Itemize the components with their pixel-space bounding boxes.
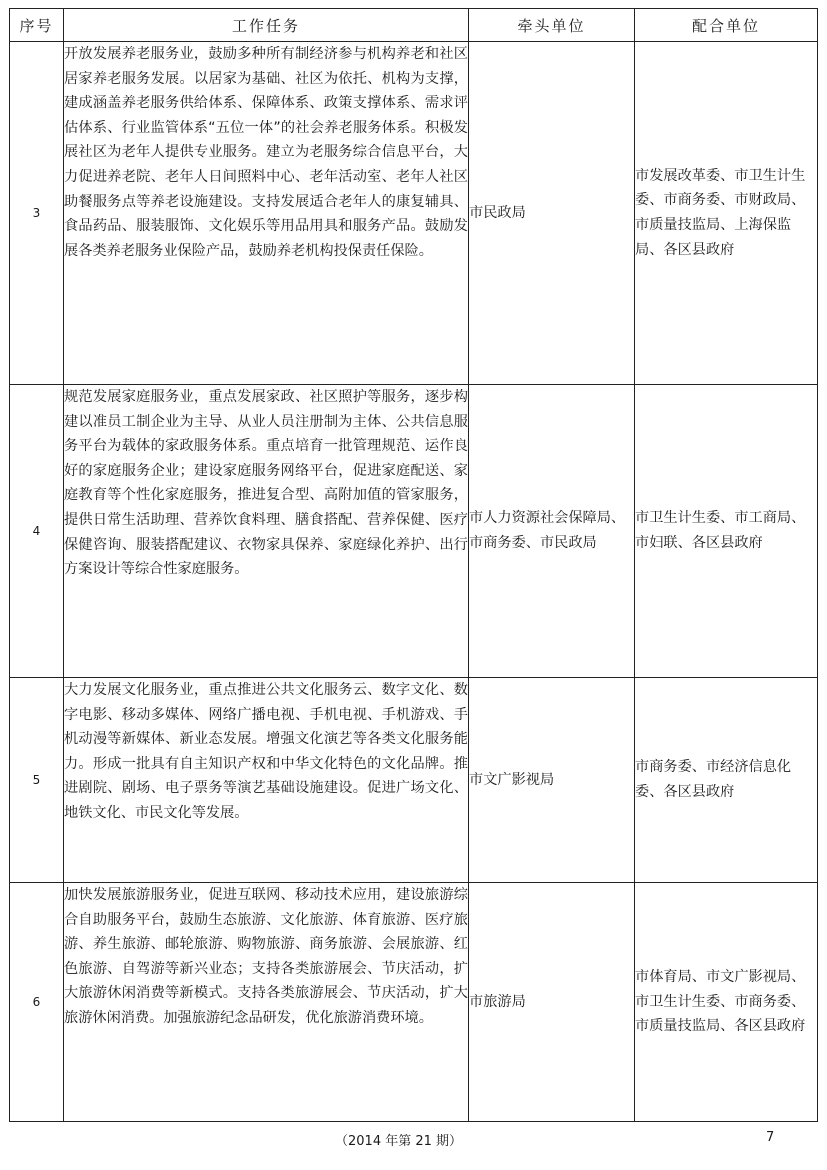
row-work-task: 加快发展旅游服务业，促进互联网、移动技术应用，建设旅游综合自助服务平台，鼓励生态旅游、文化旅游、体育旅游、医疗旅游、养生旅游、邮轮旅游、购物旅游、商务旅游、会展旅游、红色旅游、自驾游等新兴业态；支持各类旅游展会、节庆活动，扩大旅游休闲消费等新模式。支持各类旅游展会、节庆活动，扩大旅游休闲消费。加强旅游纪念品研发，优化旅游消费环境。 — [64, 883, 469, 1122]
work-task-table — [9, 8, 818, 1122]
header-cooperating-unit: 配合单位 — [635, 9, 818, 42]
row-cooperating-unit: 市卫生计生委、市工商局、市妇联、各区县政府 — [635, 385, 818, 678]
table-row — [10, 385, 818, 678]
row-work-task: 大力发展文化服务业，重点推进公共文化服务云、数字文化、数字电影、移动多媒体、网络广播电视、手机电视、手机游戏、手机动漫等新媒体、新业态发展。增强文化演艺等各类文化服务能力。形成一批具有自主知识产权和中华文化特色的文化品牌。推进剧院、剧场、电子票务等演艺基础设施建设。促进广场文化、地铁文化、市民文化等发展。 — [64, 678, 469, 883]
row-cooperating-unit: 市体育局、市文广影视局、市卫生计生委、市商务委、市质量技监局、各区县政府 — [635, 883, 818, 1122]
table-header-row — [10, 9, 818, 42]
row-lead-unit: 市人力资源社会保障局、市商务委、市民政局 — [469, 385, 635, 678]
table-row — [10, 42, 818, 385]
table-row — [10, 678, 818, 883]
issue-number: （2014 年第 21 期） — [335, 1134, 463, 1149]
row-lead-unit: 市民政局 — [469, 42, 635, 385]
header-serial-number: 序号 — [10, 9, 64, 42]
row-cooperating-unit: 市商务委、市经济信息化委、各区县政府 — [635, 678, 818, 883]
row-serial-number: 5 — [10, 678, 64, 883]
row-lead-unit: 市文广影视局 — [469, 678, 635, 883]
row-serial-number: 4 — [10, 385, 64, 678]
row-serial-number: 6 — [10, 883, 64, 1122]
header-work-task: 工作任务 — [64, 9, 469, 42]
row-serial-number: 3 — [10, 42, 64, 385]
table-row — [10, 883, 818, 1122]
row-work-task: 规范发展家庭服务业，重点发展家政、社区照护等服务，逐步构建以准员工制企业为主导、从业人员注册制为主体、公共信息服务平台为载体的家政服务体系。重点培育一批管理规范、运作良好的家庭服务企业；建设家庭服务网络平台，促进家庭配送、家庭教育等个性化家庭服务，推进复合型、高附加值的管家服务，提供日常生活助理、营养饮食料理、膳食搭配、营养保健、医疗保健咨询、服装搭配建议、衣物家具保养、家庭绿化养护、出行方案设计等综合性家庭服务。 — [64, 385, 469, 678]
row-cooperating-unit: 市发展改革委、市卫生计生委、市商务委、市财政局、市质量技监局、上海保监局、各区县政府 — [635, 42, 818, 385]
row-lead-unit: 市旅游局 — [469, 883, 635, 1122]
header-lead-unit: 牵头单位 — [469, 9, 635, 42]
page-number: 7 — [766, 1130, 775, 1145]
row-work-task: 开放发展养老服务业，鼓励多种所有制经济参与机构养老和社区居家养老服务发展。以居家为基础、社区为依托、机构为支撑，建成涵盖养老服务供给体系、保障体系、政策支撑体系、需求评估体系、行业监管体系“五位一体”的社会养老服务体系。积极发展社区为老年人提供专业服务。建立为老服务综合信息平台，大力促进养老院、老年人日间照料中心、老年活动室、老年人社区助餐服务点等养老设施建设。支持发展适合老年人的康复辅具、食品药品、服装服饰、文化娱乐等用品用具和服务产品。鼓励发展各类养老服务业保险产品，鼓励养老机构投保责任保险。 — [64, 42, 469, 385]
